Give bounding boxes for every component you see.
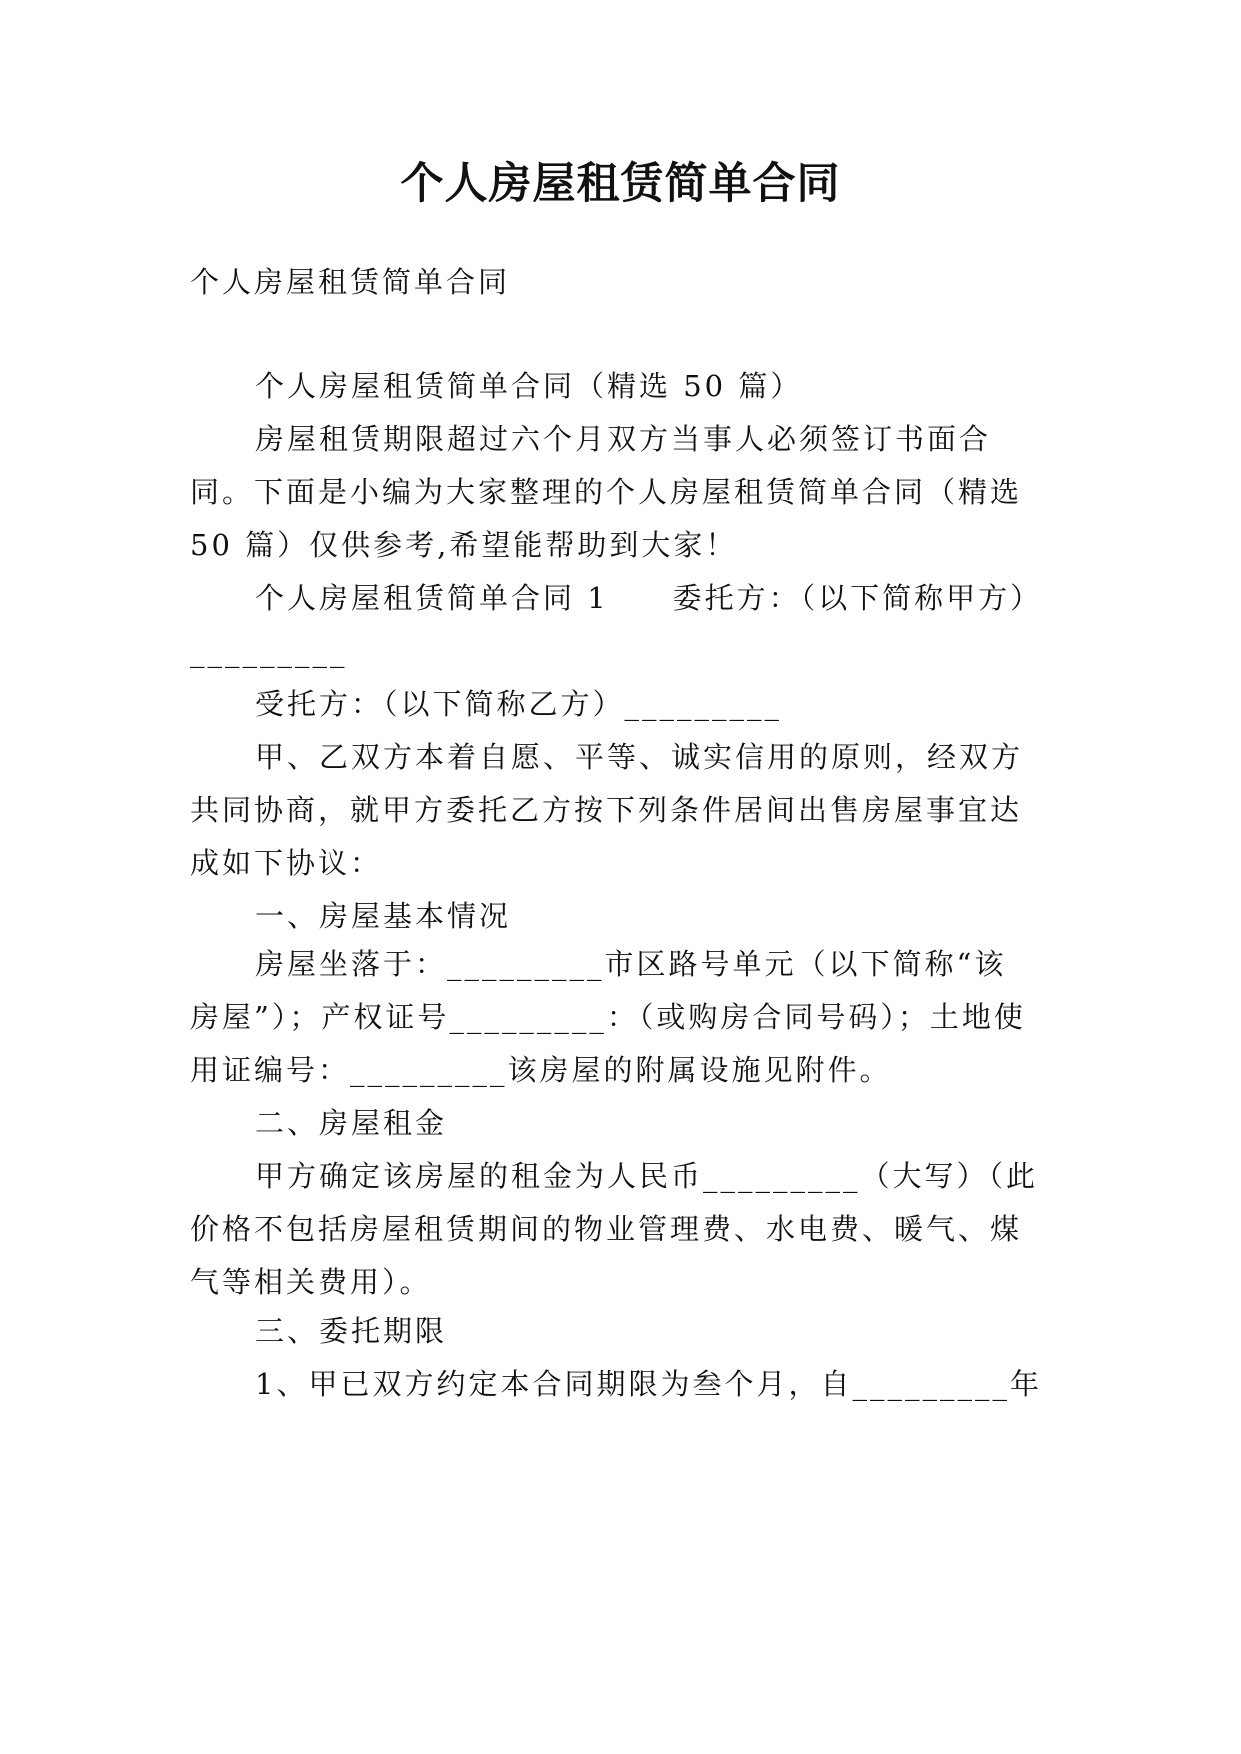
section-heading-2: 二、房屋租金 xyxy=(255,1106,448,1140)
paragraph-line-9: 共同协商，就甲方委托乙方按下列条件居间出售房屋事宜达 xyxy=(190,793,1023,827)
paragraph-line-6: _________ xyxy=(190,634,348,668)
section-heading-1: 一、房屋基本情况 xyxy=(255,899,512,933)
paragraph-line-5: 个人房屋租赁简单合同 1 委托方：（以下简称甲方） xyxy=(255,581,1043,615)
paragraph-line-12: 房屋坐落于：_________市区路号单元（以下简称“该 xyxy=(255,947,1007,981)
paragraph-line-2: 房屋租赁期限超过六个月双方当事人必须签订书面合 xyxy=(255,422,992,456)
paragraph-line-10: 成如下协议： xyxy=(190,846,383,880)
paragraph-line-4: 50 篇）仅供参考,希望能帮助到大家！ xyxy=(190,528,738,562)
paragraph-line-14: 用证编号：_________该房屋的附属设施见附件。 xyxy=(190,1053,892,1087)
paragraph-line-16: 甲方确定该房屋的租金为人民币_________（大写）（此 xyxy=(255,1159,1039,1193)
paragraph-line-7: 受托方：（以下简称乙方）_________ xyxy=(255,687,783,721)
paragraph-line-3: 同。下面是小编为大家整理的个人房屋租赁简单合同（精选 xyxy=(190,475,1023,509)
paragraph-line-18: 气等相关费用）。 xyxy=(190,1265,432,1299)
paragraph-line-1: 个人房屋租赁简单合同（精选 50 篇） xyxy=(255,369,803,403)
section-heading-3: 三、委托期限 xyxy=(255,1314,448,1348)
paragraph-line-8: 甲、乙双方本着自愿、平等、诚实信用的原则，经双方 xyxy=(255,740,1024,774)
paragraph-line-13: 房屋”）；产权证号_________：（或购房合同号码）；土地使 xyxy=(190,1000,1026,1034)
paragraph-line-17: 价格不包括房屋租赁期间的物业管理费、水电费、暖气、煤 xyxy=(190,1212,1023,1246)
document-title: 个人房屋租赁简单合同 xyxy=(400,159,841,209)
document-subtitle: 个人房屋租赁简单合同 xyxy=(190,265,511,299)
paragraph-line-20: 1、甲已双方约定本合同期限为叁个月，自_________年 xyxy=(255,1367,1042,1401)
